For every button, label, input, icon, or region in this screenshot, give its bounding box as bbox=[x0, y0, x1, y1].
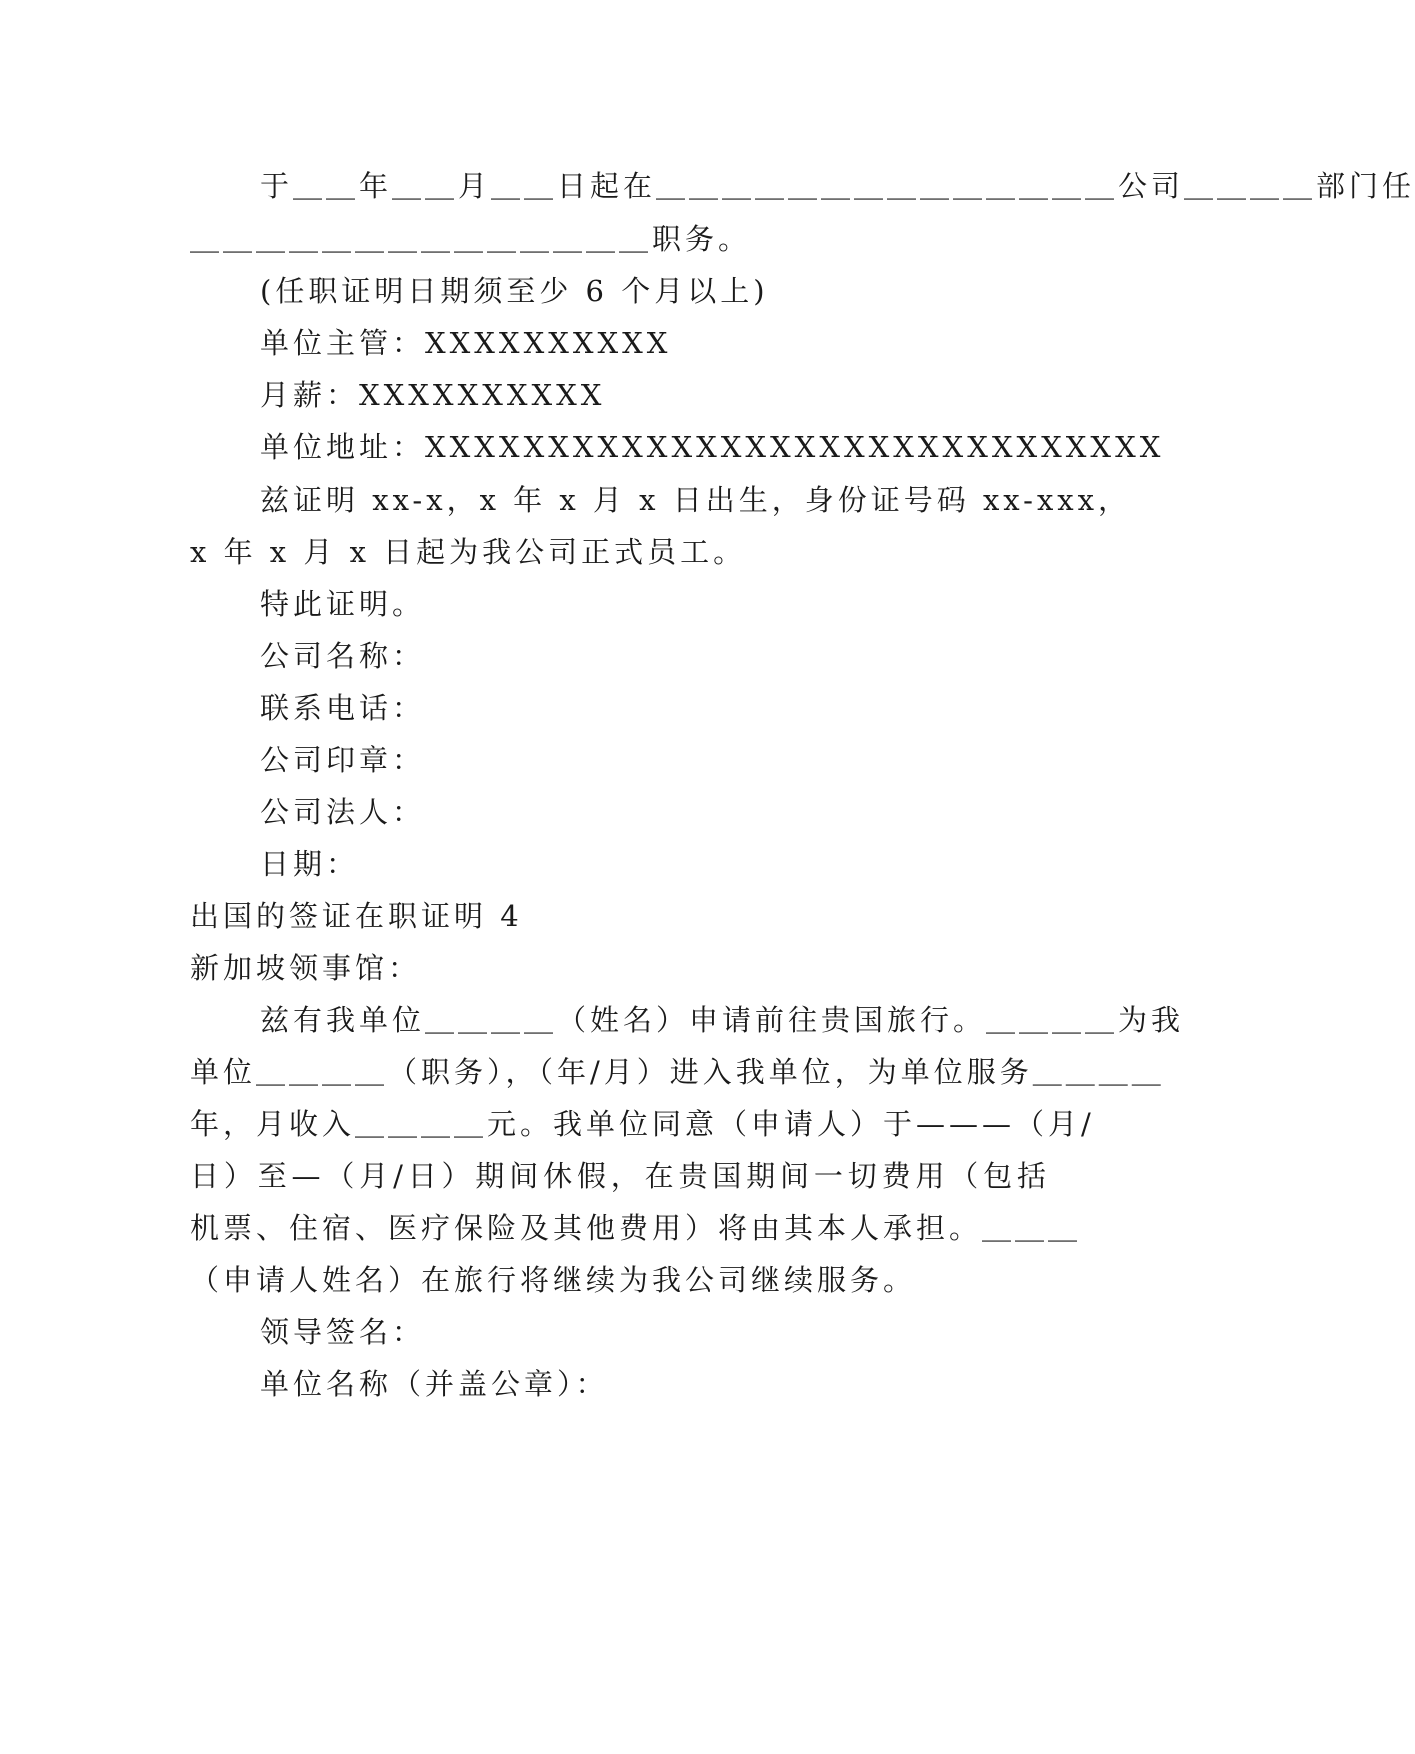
company-name-field: 公司名称： bbox=[260, 639, 426, 673]
company-seal-field: 公司印章： bbox=[260, 743, 426, 777]
body-paragraph-line4: 日）至—（月/日）期间休假，在贵国期间一切费用（包括 bbox=[190, 1159, 1050, 1193]
date-field: 日期： bbox=[260, 847, 360, 881]
contact-phone-field: 联系电话： bbox=[260, 691, 426, 725]
company-address-field: 单位地址：XXXXXXXXXXXXXXXXXXXXXXXXXXXXXX bbox=[260, 430, 1165, 464]
body-paragraph-line1: 兹有我单位＿＿＿＿（姓名）申请前往贵国旅行。＿＿＿＿为我 bbox=[260, 1003, 1185, 1037]
monthly-salary-field: 月薪：XXXXXXXXXX bbox=[260, 378, 606, 412]
certification-statement-line2: x 年 x 月 x 日起为我公司正式员工。 bbox=[190, 535, 747, 569]
body-paragraph-line3: 年，月收入＿＿＿＿元。我单位同意（申请人）于———（月/ bbox=[190, 1107, 1095, 1141]
hereby-certify-text: 特此证明。 bbox=[260, 587, 426, 621]
paragraph-employment-date-line: 于＿＿年＿＿月＿＿日起在＿＿＿＿＿＿＿＿＿＿＿＿＿＿公司＿＿＿＿部门任 bbox=[260, 169, 1415, 203]
recipient-salutation: 新加坡领事馆： bbox=[190, 951, 422, 985]
body-paragraph-line5: 机票、住宿、医疗保险及其他费用）将由其本人承担。＿＿＿ bbox=[190, 1211, 1082, 1245]
section-heading: 出国的签证在职证明 4 bbox=[190, 899, 523, 933]
leader-signature-field: 领导签名： bbox=[260, 1315, 426, 1349]
paragraph-position-line: ＿＿＿＿＿＿＿＿＿＿＿＿＿＿职务。 bbox=[190, 222, 752, 256]
body-paragraph-line2: 单位＿＿＿＿（职务），（年/月）进入我单位，为单位服务＿＿＿＿ bbox=[190, 1055, 1165, 1089]
certification-statement-line1: 兹证明 xx-x，x 年 x 月 x 日出生，身份证号码 xx-xxx， bbox=[260, 483, 1132, 517]
note-tenure-requirement: (任职证明日期须至少 6 个月以上) bbox=[260, 274, 769, 308]
unit-name-seal-field: 单位名称（并盖公章）： bbox=[260, 1367, 609, 1401]
body-paragraph-line6: （申请人姓名）在旅行将继续为我公司继续服务。 bbox=[190, 1263, 917, 1297]
supervisor-field: 单位主管：XXXXXXXXXX bbox=[260, 326, 672, 360]
legal-representative-field: 公司法人： bbox=[260, 795, 426, 829]
